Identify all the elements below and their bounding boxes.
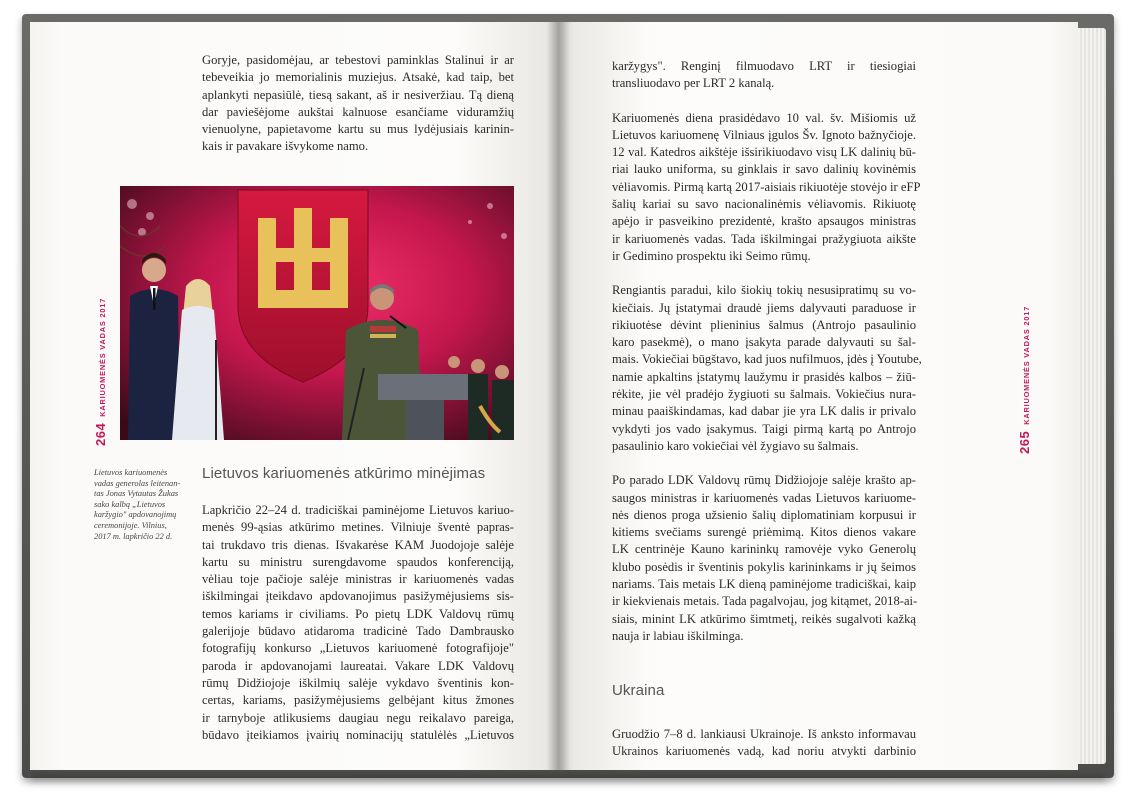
text-line: pasaulinio karo vokiečiai vėl žygiavo su šalmais.	[612, 438, 859, 453]
caption-line: karžygio" apdovanojimų	[94, 510, 177, 520]
text-line: minau paaiškindamas, kad dabar jie yra LK dalis ir privalo	[612, 404, 916, 419]
text-line: šalių kariai su savo nacionalinėmis vėliavomis. Rikiuotę	[612, 197, 916, 212]
caption-line: ceremonijoje. Vilnius,	[94, 520, 167, 530]
text-line: Kariuomenės diena prasidėdavo 10 val. šv. Mišiomis už	[612, 110, 916, 125]
caption-line: 2017 m. lapkričio 22 d.	[94, 531, 173, 541]
text-line: rūmų Didžiojoje iškilmių salėje vykdavo šventinis kon-	[202, 675, 514, 690]
text-line: Po parado LDK Valdovų rūmų Didžiojoje salėje krašto ap-	[612, 473, 916, 488]
photo-caption	[94, 468, 184, 542]
text-line: 12 val. Katedros aikštėje išsirikiuodavo visų LK dalinių bū-	[612, 145, 916, 160]
text-line: karo pasekmė), o mano įsakyta parade dalyvauti su šal-	[612, 335, 916, 350]
page-number-left: 264	[93, 422, 108, 446]
text-line: ir kariuomenės vadas. Tada iškilmingai pražygiuota aikšte	[612, 231, 916, 246]
text-line: ir kiekvienais metais. Tada pagalvojau, jog kitąmet, 2018-ai-	[612, 594, 918, 609]
text-line: namie apkaltins įstatymų laužymu ir prasidės kalbos – žiū-	[612, 369, 916, 384]
text-line: klubo posėdis ir šventinis pokylis karininkams ir jų šeimos	[612, 559, 916, 574]
text-line: Gruodžio 7–8 d. lankiausi Ukrainoje. Iš anksto informavau	[612, 727, 916, 741]
right-page	[558, 22, 1078, 770]
text-line: transliuodavo per LRT 2 kanalą.	[612, 76, 775, 91]
left-running-head	[92, 298, 110, 446]
text-line: kais ir pavakare išvykome namo.	[202, 139, 369, 154]
text-line: temos kariams ir civiliams. Po pietų LDK Valdovų rūmų	[202, 606, 514, 621]
ceremony-photo	[120, 186, 514, 440]
text-line: Lietuvos kariuomenę Vilniaus įgulos Šv. Ignoto bažnyčioje.	[612, 127, 916, 142]
section-heading-ukraine: Ukraina	[612, 682, 665, 699]
text-line: siais, minint LK atkūrimo šimtmetį, reikės sugalvoti kažką	[612, 611, 916, 626]
text-line: būdavo įteikiamos įvairių nominacijų statulėlės „Lietuvos	[202, 727, 514, 742]
text-line: kiečiais. Jų įstatymai draudė jiems dalyvauti paraduose ir	[612, 300, 916, 315]
text-line: tai trukdavo tris dienas. Išvakarėse KAM Juodojoje salėje	[202, 537, 514, 552]
text-line: vykdyti jos vado įsakymus. Taigi pirmą kartą po Antrojo	[612, 421, 916, 436]
open-book	[22, 14, 1114, 782]
text-line: aplankyti nepasiūlė, tiesą sakant, aš ir nesiveržiau. Tą dieną	[202, 87, 514, 102]
text-line: vėliau toje pačioje salėje ministras ir kariuomenės vadas	[202, 572, 514, 587]
book-shadow	[32, 774, 1104, 782]
text-line: vėliavomis. Pirmą kartą 2017-aisiais rikiuotėje stovėjo ir eFP	[612, 179, 921, 194]
right-main-text	[612, 58, 922, 645]
paragraph-gap	[612, 455, 916, 472]
text-line: Goryje, pasidomėjau, ar tebestovi paminklas Stalinui ir ar	[202, 53, 514, 67]
text-line: Lapkričio 22–24 d. tradiciškai paminėjome Lietuvos kariuo-	[202, 503, 514, 517]
left-intro-text	[202, 52, 514, 156]
text-line: certas, kariams, pasižymėjusiems gelbėjant kitus žmones	[202, 693, 514, 708]
text-line: rikiuotėse dėvint plieninius šalmus (Antrojo pasaulinio	[612, 317, 916, 332]
text-line: nės dienos proga užsienio šalių diplomatiniam korpusui ir	[612, 507, 916, 522]
text-line: karžygys". Renginį filmuodavo LRT ir tiesiogiai	[612, 59, 916, 73]
page-number-right: 265	[1017, 430, 1032, 454]
text-line: nariams. Tais metais LK dieną paminėjome tradiciškai, kaip	[612, 577, 916, 592]
text-line: ir tarnyboje atlikusiems daugiau negu reikalavo pareiga,	[202, 710, 514, 725]
caption-line: sako kalbą „Lietuvos	[94, 499, 166, 509]
text-line: ir Gedimino prospektu iki Seimo rūmų.	[612, 248, 811, 263]
paragraph-gap	[612, 93, 916, 110]
text-line: kitiems svečiams surengė priėmimą. Kitos dienos vakare	[612, 525, 916, 540]
text-line: kartu su ministru surengdavome spaudos konferenciją,	[202, 554, 514, 569]
book-gutter	[546, 22, 570, 770]
text-line: LK centrinėje Kauno karininkų ramovėje vyko Generolų	[612, 542, 916, 557]
text-line: dar paviešėjome aukštai kalnuose esančiame viduramžių	[202, 104, 514, 119]
text-line: fotografijų konkurso „Lietuvos kariuomenė fotografijoje"	[202, 641, 514, 656]
text-line: Rengiantis paradui, kilo šiokių tokių nesusipratimų su vo-	[612, 283, 916, 298]
right-ukraine-text	[612, 726, 916, 761]
caption-line: vadas generolas leitenan-	[94, 478, 181, 488]
caption-line: Lietuvos kariuomenės	[94, 468, 168, 477]
caption-line: tas Jonas Vytautas Žukas	[94, 489, 179, 499]
text-line: rėkite, jie vėl pradėjo žygiuoti su šalmais. Vokiečius nura-	[612, 387, 916, 402]
text-line: iškilmingai įteikdavo apdovanojimus pasižymėjusiems sis-	[202, 589, 514, 604]
text-line: apėjo ir pasveikino prezidentė, krašto apsaugos ministras	[612, 214, 916, 229]
left-section-text	[202, 502, 514, 744]
text-line: nauja ir labiau iškilminga.	[612, 628, 744, 643]
text-line: galerijoje būdavo atidaroma tradicinė Tado Dambrausko	[202, 624, 514, 639]
text-line: saugos ministras ir kariuomenės vadas Lietuvos kariuome-	[612, 490, 916, 505]
text-line: tebeveikia jo memorialinis muziejus. Atsakė, kad taip, bet	[202, 70, 514, 85]
text-line: mais. Vokiečiai būgštavo, kad juos nufilmuos, įdės į Youtube,	[612, 352, 922, 367]
section-heading-restoration: Lietuvos kariuomenės atkūrimo minėjimas	[202, 465, 486, 482]
running-head-title-right: KARIUOMENĖS VADAS 2017	[1022, 305, 1031, 425]
text-line: Ukrainos kariuomenės vadą, kad noriu atvykti darbinio	[612, 744, 916, 759]
ceremony-photo-image	[120, 186, 514, 440]
text-line: riai lauko uniforma, su ginklais ir savo dalinių kovinėmis	[612, 162, 916, 177]
text-line: vienuolyne, papietavome kartu su mus lydėjusiais karinin-	[202, 122, 514, 137]
text-line: paroda ir apdovanojami laureatai. Vakare LDK Valdovų	[202, 658, 514, 673]
page-edges	[1078, 28, 1106, 764]
left-page	[30, 22, 558, 770]
right-running-head	[1016, 306, 1034, 454]
running-head-title-left: KARIUOMENĖS VADAS 2017	[98, 297, 107, 417]
text-line: menės 99-ąsias atkūrimo metines. Vilniuje šventė papras-	[202, 520, 514, 535]
paragraph-gap	[612, 265, 916, 282]
